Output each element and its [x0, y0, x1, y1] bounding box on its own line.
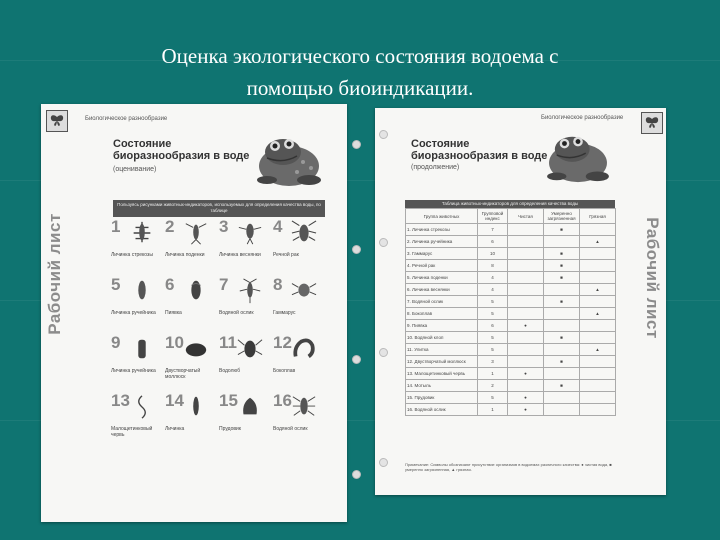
- cell-number: 15: [219, 391, 238, 410]
- cell-caption: Гаммарус: [273, 310, 296, 316]
- row-mark: ■: [544, 260, 580, 272]
- cell-number: 6: [165, 275, 175, 294]
- row-empty: [544, 236, 580, 248]
- row-mark: ■: [544, 224, 580, 236]
- sheet-header: Биологическое разнообразие: [85, 116, 168, 122]
- organism-icon: [289, 394, 319, 420]
- cell-caption: Речной рак: [273, 252, 299, 258]
- table-row: [406, 404, 616, 416]
- table-row: [406, 344, 616, 356]
- cell-number: 14: [165, 391, 184, 410]
- row-empty: [544, 284, 580, 296]
- slide-title-line-1: Оценка экологического состояния водоема с: [161, 44, 559, 68]
- cell-number: 5: [111, 275, 121, 294]
- cell-caption: Личинка стрекозы: [111, 252, 153, 258]
- indicator-cell: [165, 334, 213, 382]
- row-empty: [580, 320, 616, 332]
- cell-number: 2: [165, 217, 175, 236]
- row-index: 3: [478, 356, 508, 368]
- row-index: 1: [478, 368, 508, 380]
- cell-caption: Водяной ослик: [219, 310, 254, 316]
- row-index: 5: [478, 344, 508, 356]
- row-empty: [508, 296, 544, 308]
- cell-number: 1: [111, 217, 121, 236]
- cell-number: 13: [111, 391, 130, 410]
- organism-icon: [235, 336, 265, 362]
- row-mark: ■: [544, 296, 580, 308]
- row-empty: [508, 308, 544, 320]
- cell-caption: Личинка ручейника: [111, 368, 156, 374]
- row-mark: ■: [544, 332, 580, 344]
- table-row: [406, 368, 616, 380]
- indicator-cell: [165, 392, 213, 440]
- table-row: [406, 356, 616, 368]
- row-empty: [580, 332, 616, 344]
- row-empty: [508, 272, 544, 284]
- row-empty: [508, 344, 544, 356]
- row-index: 6: [478, 236, 508, 248]
- row-empty: [580, 368, 616, 380]
- indicator-cell: [219, 276, 267, 324]
- row-mark: ■: [544, 248, 580, 260]
- organism-icon: [181, 336, 211, 362]
- row-empty: [580, 404, 616, 416]
- row-empty: [580, 272, 616, 284]
- cell-caption: Водолюб: [219, 368, 241, 374]
- table-footnote: Примечание: Символы обозначают присутствие организмов в водоемах различного качества: ● чистая вода, ■ умеренно загрязненная, ▲ грязная.: [405, 462, 612, 472]
- col-header: Групповой индекс: [478, 209, 508, 224]
- cell-number: 11: [219, 333, 237, 352]
- row-empty: [508, 380, 544, 392]
- sheet-subheading: (продолжение): [411, 164, 460, 171]
- row-empty: [508, 224, 544, 236]
- table-row: [406, 284, 616, 296]
- cell-caption: Личинка веснянки: [219, 252, 261, 258]
- indicator-cell: [273, 276, 321, 324]
- cell-number: 3: [219, 217, 229, 236]
- worksheet-right: [375, 108, 666, 495]
- cell-caption: Прудовик: [219, 426, 241, 432]
- butterfly-logo-icon: [641, 112, 663, 134]
- row-name: 2. Личинка ручейника: [406, 236, 478, 248]
- row-empty: [508, 260, 544, 272]
- row-mark: ▲: [580, 344, 616, 356]
- row-name: 5. Личинка поденки: [406, 272, 478, 284]
- table-row: [406, 224, 616, 236]
- col-header: Грязная: [580, 209, 616, 224]
- row-index: 5: [478, 332, 508, 344]
- row-mark: ●: [508, 320, 544, 332]
- row-empty: [580, 296, 616, 308]
- row-name: 14. Мотыль: [406, 380, 478, 392]
- indicator-cell: [273, 392, 321, 440]
- col-header: Группа животных: [406, 209, 478, 224]
- row-empty: [508, 284, 544, 296]
- row-name: 15. Прудовик: [406, 392, 478, 404]
- cell-caption: Бокоплав: [273, 368, 296, 374]
- cell-number: 7: [219, 275, 229, 294]
- row-empty: [580, 392, 616, 404]
- indicator-cell: [219, 392, 267, 440]
- punch-hole: [379, 348, 388, 357]
- indicator-cell: [273, 334, 321, 382]
- row-name: 13. Малощетинковый червь: [406, 368, 478, 380]
- table-row: [406, 332, 616, 344]
- row-index: 2: [478, 380, 508, 392]
- cell-number: 10: [165, 333, 184, 352]
- organism-icon: [235, 278, 265, 304]
- cell-caption: Личинка: [165, 426, 185, 432]
- row-empty: [508, 236, 544, 248]
- row-index: 5: [478, 296, 508, 308]
- slide-title: [0, 40, 720, 104]
- table-row: [406, 248, 616, 260]
- row-empty: [544, 368, 580, 380]
- cell-number: 16: [273, 391, 292, 410]
- organism-icon: [181, 394, 211, 420]
- organism-icon: [235, 394, 265, 420]
- table-row: [406, 272, 616, 284]
- cell-number: 9: [111, 333, 121, 352]
- col-header: Умеренно загрязненная: [544, 209, 580, 224]
- row-index: 6: [478, 320, 508, 332]
- sheet-subheading: (оценивание): [113, 166, 157, 173]
- punch-hole: [352, 355, 361, 364]
- row-empty: [544, 320, 580, 332]
- row-name: 4. Речной рак: [406, 260, 478, 272]
- row-index: 5: [478, 308, 508, 320]
- row-index: 7: [478, 224, 508, 236]
- slide-title-line-2: помощью биоиндикации.: [246, 76, 474, 100]
- table-row: [406, 320, 616, 332]
- row-name: 8. Бокоплав: [406, 308, 478, 320]
- row-mark: ■: [544, 272, 580, 284]
- vertical-label: Рабочий лист: [45, 213, 64, 335]
- organism-icon: [181, 220, 211, 246]
- organism-icon: [127, 278, 157, 304]
- cell-caption: Водяной ослик: [273, 426, 308, 432]
- row-name: 16. Водяной ослик: [406, 404, 478, 416]
- table-row: [406, 380, 616, 392]
- row-name: 10. Водяной клоп: [406, 332, 478, 344]
- row-index: 5: [478, 392, 508, 404]
- row-mark: ▲: [580, 308, 616, 320]
- row-empty: [580, 380, 616, 392]
- frog-illustration-icon: [253, 132, 325, 190]
- table-row: [406, 392, 616, 404]
- cell-number: 4: [273, 217, 283, 236]
- row-mark: ●: [508, 392, 544, 404]
- row-empty: [580, 248, 616, 260]
- table-row: [406, 236, 616, 248]
- indicator-table: [405, 208, 616, 416]
- row-mark: ■: [544, 380, 580, 392]
- punch-hole: [352, 140, 361, 149]
- sheet-header: Биологическое разнообразие: [541, 115, 624, 121]
- row-index: 4: [478, 272, 508, 284]
- organism-icon: [127, 220, 157, 246]
- punch-hole: [379, 238, 388, 247]
- row-name: 7. Водяной ослик: [406, 296, 478, 308]
- row-name: 12. Двустворчатый моллюск: [406, 356, 478, 368]
- row-name: 11. Улитка: [406, 344, 478, 356]
- row-empty: [580, 224, 616, 236]
- organism-icon: [235, 220, 265, 246]
- row-mark: ●: [508, 368, 544, 380]
- indicator-cell: [111, 392, 159, 440]
- row-empty: [508, 248, 544, 260]
- punch-hole: [379, 130, 388, 139]
- grid-header: Пользуясь рисунками животных-индикаторов, используемых для определения качества воды, по таблице: [113, 200, 325, 217]
- row-empty: [544, 344, 580, 356]
- table-row: [406, 296, 616, 308]
- row-empty: [544, 404, 580, 416]
- row-empty: [544, 392, 580, 404]
- row-mark: ■: [544, 356, 580, 368]
- table-row: [406, 308, 616, 320]
- organism-icon: [127, 336, 157, 362]
- cell-caption: Личинка ручейника: [111, 310, 156, 316]
- table-header: Таблица животных-индикаторов для определения качества воды: [405, 200, 615, 208]
- cell-number: 8: [273, 275, 283, 294]
- row-empty: [580, 356, 616, 368]
- cell-caption: Двустворчатый моллюск: [165, 368, 201, 380]
- sheet-heading: Состояние биоразнообразия в воде: [411, 138, 548, 162]
- indicator-cell: [111, 276, 159, 324]
- cell-caption: Малощетинковый червь: [111, 426, 153, 438]
- row-name: 3. Гаммарус: [406, 248, 478, 260]
- indicator-cell: [111, 334, 159, 382]
- punch-hole: [352, 470, 361, 479]
- indicator-grid: [111, 217, 327, 438]
- organism-icon: [289, 278, 319, 304]
- row-mark: ▲: [580, 236, 616, 248]
- punch-hole: [379, 458, 388, 467]
- sheet-heading: Состояние биоразнообразия в воде: [113, 138, 250, 162]
- row-empty: [508, 332, 544, 344]
- vertical-label: Рабочий лист: [643, 217, 662, 339]
- punch-hole: [352, 245, 361, 254]
- table-header-row: [406, 209, 616, 224]
- col-header: Чистая: [508, 209, 544, 224]
- organism-icon: [181, 278, 211, 304]
- cell-caption: Пиявка: [165, 310, 182, 316]
- row-empty: [544, 308, 580, 320]
- row-name: 9. Пиявка: [406, 320, 478, 332]
- row-empty: [580, 260, 616, 272]
- row-index: 10: [478, 248, 508, 260]
- row-index: 8: [478, 260, 508, 272]
- row-mark: ●: [508, 404, 544, 416]
- row-index: 4: [478, 284, 508, 296]
- indicator-cell: [165, 276, 213, 324]
- indicator-cell: [273, 218, 321, 266]
- organism-icon: [127, 394, 157, 420]
- frog-illustration-icon: [543, 130, 613, 186]
- organism-icon: [289, 336, 319, 362]
- cell-caption: Личинка поденки: [165, 252, 205, 258]
- row-name: 6. Личинка веснянки: [406, 284, 478, 296]
- row-mark: ▲: [580, 284, 616, 296]
- row-name: 1. Личинка стрекозы: [406, 224, 478, 236]
- indicator-cell: [165, 218, 213, 266]
- row-index: 1: [478, 404, 508, 416]
- row-empty: [508, 356, 544, 368]
- table-row: [406, 260, 616, 272]
- indicator-cell: [219, 334, 267, 382]
- butterfly-logo-icon: [46, 110, 68, 132]
- worksheet-left: [41, 104, 347, 522]
- indicator-cell: [219, 218, 267, 266]
- cell-number: 12: [273, 333, 292, 352]
- organism-icon: [289, 220, 319, 246]
- indicator-cell: [111, 218, 159, 266]
